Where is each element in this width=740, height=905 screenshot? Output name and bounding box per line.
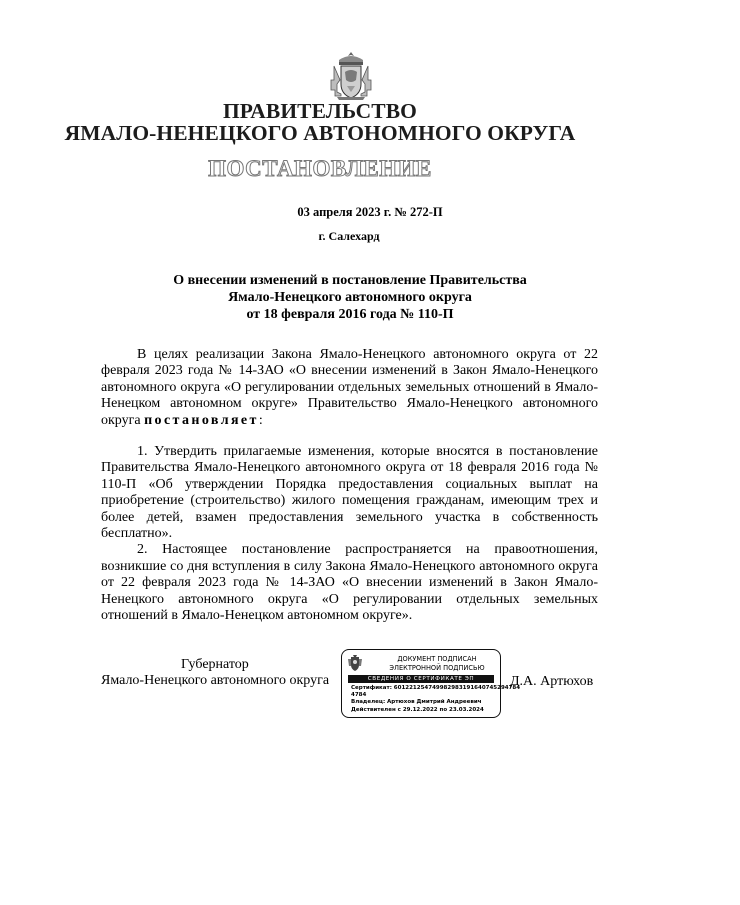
date-and-number: 03 апреля 2023 г. № 272-П [297,205,443,219]
decree-colon: : [258,412,263,428]
stamp-details [351,685,521,714]
preamble-paragraph [101,347,598,429]
signatory-role [101,657,341,689]
item-1-paragraph: 1. Утвердить прилагаемые изменения, которые вносятся в постановление Правительства Ямало-Ненецкого автономного округа от 18 февраля 2016 года № 110-П «Об утверждении Порядка предоставления социальных выплат на приобретение (строительство) жилого помещения гражданам, имеющим трех и более детей, взамен предоставления земельного участка в собственность бесплатно». [101,444,598,542]
stamp-certificate-tail: 4784 [351,692,367,699]
document-subject [0,272,700,323]
role-line-1: Губернатор [181,657,249,672]
stamp-heading-line-1: ДОКУМЕНТ ПОДПИСАН [397,655,477,663]
document-type: ПОСТАНОВЛЕНИЕ [208,156,432,181]
role-line-2: Ямало-Ненецкого автономного округа [101,673,330,688]
decree-word: постановляет [144,412,259,428]
government-line-1: ПРАВИТЕЛЬСТВО [222,99,418,123]
coat-of-arms-icon [329,50,373,102]
stamp-validity: Действителен с 29.12.2022 по 23.03.2024 [351,706,484,713]
preamble-text: В целях реализации Закона Ямало-Ненецкого автономного округа от 22 февраля 2023 года № 14-ЗАО «О внесении изменений в Закон Ямало-Ненецкого автономного округа «О регулировании отдельных земельных отношений в Ямало-Ненецком автономном округе» Правительство Ямало-Ненецкого автономного округа [101,347,598,428]
city: г. Салехард [318,229,380,243]
signatory-name: Д.А. Артюхов [510,674,594,689]
subject-line-2: Ямало-Ненецкого автономного округа [228,290,472,305]
stamp-heading [376,655,498,672]
subject-line-3: от 18 февраля 2016 года № 110-П [246,307,454,322]
stamp-owner: Владелец: Артюхов Дмитрий Андреевич [351,699,482,706]
document-body [101,347,598,625]
electronic-signature-stamp [341,649,521,718]
government-line-2: ЯМАЛО-НЕНЕЦКОГО АВТОНОМНОГО ОКРУГА [64,121,576,145]
stamp-certificate-bar: СВЕДЕНИЯ О СЕРТИФИКАТЕ ЭП [348,675,494,683]
item-2-paragraph: 2. Настоящее постановление распространяется на правоотношения, возникшие со дня вступления в силу Закона Ямало-Ненецкого автономного округа от 22 февраля 2023 года № 14-ЗАО «О внесении изменений в Закон Ямало-Ненецкого автономного округа «О регулировании отдельных земельных отношений в Ямало-Ненецком автономном округе». [101,542,598,624]
subject-line-1: О внесении изменений в постановление Правительства [173,273,527,288]
stamp-heading-line-2: ЭЛЕКТРОННОЙ ПОДПИСЬЮ [389,663,485,672]
stamp-certificate: Сертификат: 601221254749982983191640745294784 [351,685,521,691]
coat-of-arms-icon [348,654,362,672]
government-title [0,100,640,144]
